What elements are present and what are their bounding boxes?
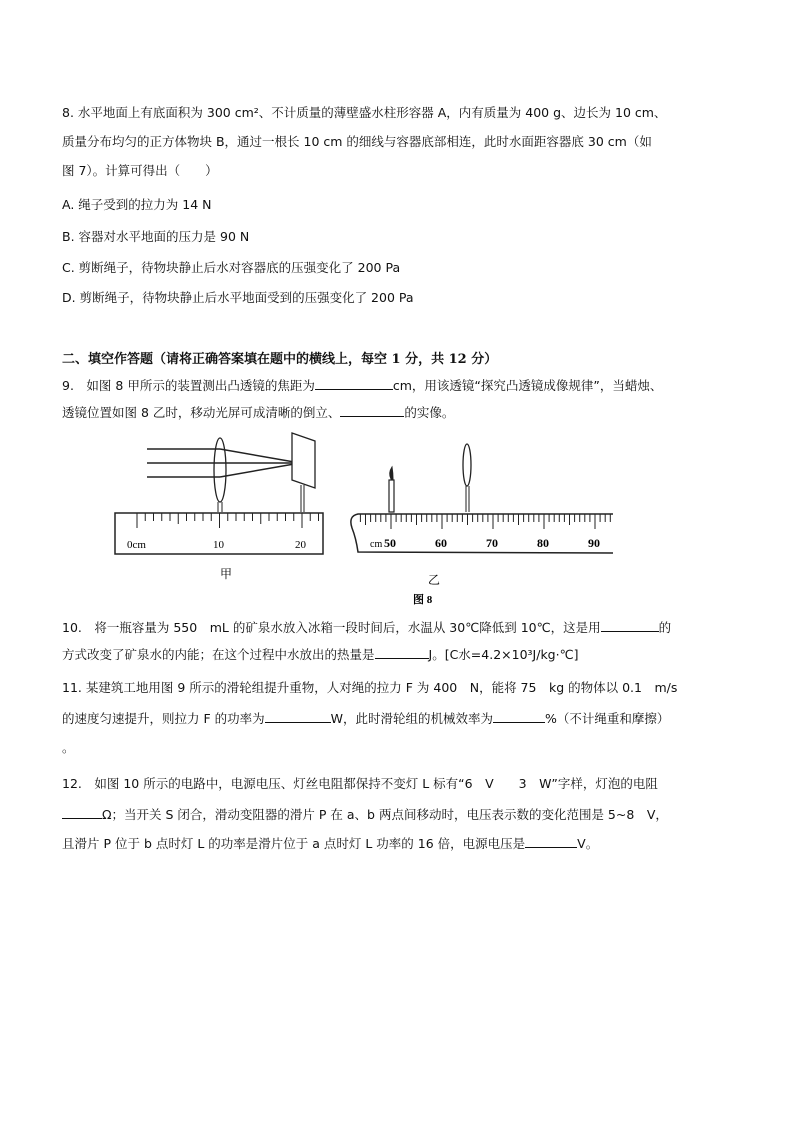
answer-blank[interactable] <box>265 710 331 723</box>
answer-blank[interactable] <box>493 710 545 723</box>
q12-text: 且滑片 P 位于 b 点时灯 L 的功率是滑片位于 a 点时灯 L 功率的 16 倍，电源电压是 <box>62 836 526 851</box>
q10-text: 的 <box>658 620 672 635</box>
q11-line2 <box>62 710 669 727</box>
q8-option-c: C. 剪断绳子，待物块静止后水对容器底的压强变化了 200 Pa <box>62 260 401 275</box>
q10-line2 <box>62 646 579 663</box>
q10-text: 10. 将一瓶容量为 550 mL 的矿泉水放入冰箱一段时间后，水温从 30℃降低到 10℃，这是用 <box>62 620 601 635</box>
q8-stem-line2: 质量分布均匀的正方体物块 B，通过一根长 10 cm 的细线与容器底部相连，此时水面距容器底 30 cm（如 <box>62 134 652 149</box>
q10-text: 方式改变了矿泉水的内能；在这个过程中水放出的热量是 <box>62 647 375 662</box>
label-jia: 甲 <box>220 567 233 581</box>
convex-lens-yi <box>463 444 471 486</box>
q12-text: Ω；当开关 S 闭合，滑动变阻器的滑片 P 在 a、b 两点间移动时，电压表示数的变化范围是 5~8 V， <box>102 807 668 822</box>
q8-option-b: B. 容器对水平地面的压力是 90 N <box>62 229 250 244</box>
q9-text: cm，用该透镜“探究凸透镜成像规律”，当蜡烛、 <box>392 378 663 393</box>
q8-stem-line1: 8. 水平地面上有底面积为 300 cm²、不计质量的薄壁盛水柱形容器 A，内有质量为 400 g、边长为 10 cm、 <box>62 105 667 120</box>
answer-blank[interactable] <box>601 619 659 632</box>
q9-text: 9. 如图 8 甲所示的装置测出凸透镜的焦距为 <box>62 378 315 393</box>
ruler-label: 10 <box>213 539 224 551</box>
candle-flame <box>390 467 393 479</box>
q11-text: 的速度匀速提升，则拉力 F 的功率为 <box>62 711 265 726</box>
q11-text: W，此时滑轮组的机械效率为 <box>330 711 494 726</box>
answer-blank[interactable] <box>375 646 429 659</box>
ruler-unit: cm <box>370 539 383 550</box>
figure-caption: 图 8 <box>413 594 433 606</box>
ruler-label: 70 <box>486 536 498 550</box>
q9-text: 的实像。 <box>404 405 455 420</box>
ruler-label: 90 <box>588 536 600 550</box>
screen <box>292 433 315 488</box>
convex-lens <box>214 438 226 502</box>
q11-text: %（不计绳重和摩擦） <box>545 711 670 726</box>
q12-text: V。 <box>577 836 599 851</box>
answer-blank[interactable] <box>525 835 577 848</box>
q11-line1: 11. 某建筑工地用图 9 所示的滑轮组提升重物，人对绳的拉力 F 为 400 N，能将 75 kg 的物体以 0.1 m/s <box>62 680 678 695</box>
q11-line3: 。 <box>62 740 75 755</box>
q8-option-d: D. 剪断绳子，待物块静止后水平地面受到的压强变化了 200 Pa <box>62 290 414 305</box>
answer-blank[interactable] <box>62 806 102 819</box>
q12-line1: 12. 如图 10 所示的电路中，电源电压、灯丝电阻都保持不变灯 L 标有“6 V 3 W”字样，灯泡的电阻 <box>62 776 658 791</box>
ruler-label: 50 <box>384 536 396 550</box>
candle <box>389 480 394 512</box>
ruler-label: 0cm <box>127 539 146 551</box>
label-yi: 乙 <box>428 573 441 587</box>
section-2-heading: 二、填空作答题（请将正确答案填在题中的横线上，每空 1 分，共 12 分） <box>62 352 498 367</box>
q10-line1 <box>62 619 671 636</box>
figure-jia <box>115 433 323 554</box>
q8-option-a: A. 绳子受到的拉力为 14 N <box>62 197 212 212</box>
q9-text: 透镜位置如图 8 乙时，移动光屏可成清晰的倒立、 <box>62 405 341 420</box>
light-rays <box>147 449 300 477</box>
ruler-label: 60 <box>435 536 447 550</box>
q8-stem-line3: 图 7）。计算可得出（ ） <box>62 163 218 178</box>
q12-line3 <box>62 835 598 852</box>
q10-text: J。[C水=4.2×10³J/kg·℃] <box>428 647 579 662</box>
ruler-label: 80 <box>537 536 549 550</box>
q12-line2 <box>62 806 668 823</box>
ruler-label: 20 <box>295 539 306 551</box>
